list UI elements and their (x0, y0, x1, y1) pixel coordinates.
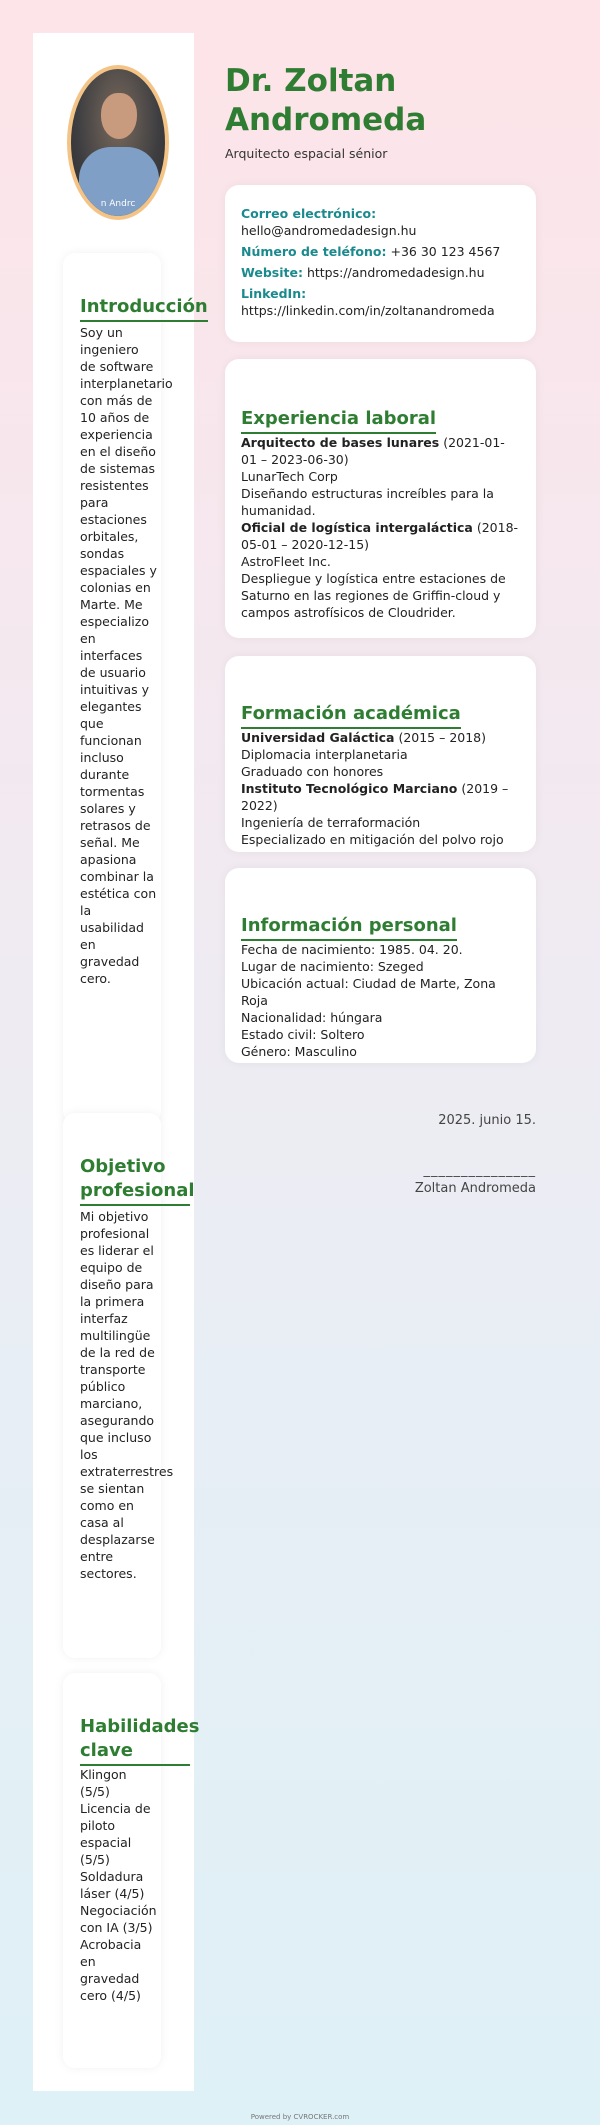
website-label: Website: (241, 265, 303, 280)
personal-line: Nacionalidad: húngara (241, 1010, 383, 1025)
intro-text: Soy un ingeniero de software interplanetario con más de 10 años de experiencia en el diseño de sistemas resistentes para estaciones orbitales, sondas espaciales y colonias en Marte. Me especializo en interfaces de usuario intuitivas y elegantes que funcionan incluso durante tormentas solares y retrasos de señal. Me apasiona combinar la estética con la usabilidad en gravedad cero. (80, 325, 173, 986)
personal-heading: Información personal (241, 914, 457, 941)
objective-card (63, 1113, 195, 1658)
skill-item: Licencia de piloto espacial (5/5) (80, 1801, 151, 1867)
profile-name: Dr. Zoltan Andromeda (225, 63, 427, 138)
school-detail: Graduado con honores (241, 764, 384, 779)
email-label: Correo electrónico: (241, 206, 377, 221)
school-detail: Ingeniería de terraformación (241, 815, 421, 830)
job-company: AstroFleet Inc. (241, 554, 331, 569)
school-detail: Diplomacia interplanetaria (241, 747, 408, 762)
photo-caption: n Andrc (100, 199, 136, 209)
personal-line: Ubicación actual: Ciudad de Marte, Zona Roja (241, 976, 496, 1008)
school-detail: Especializado en mitigación del polvo rojo (241, 832, 504, 847)
personal-card (225, 868, 536, 1063)
signature-name: Zoltan Andromeda (414, 1181, 536, 1196)
photo-head (101, 93, 137, 139)
sidebar (33, 33, 208, 2091)
phone-value[interactable]: +36 30 123 4567 (390, 244, 501, 259)
personal-line: Lugar de nacimiento: Szeged (241, 959, 424, 974)
job-title-line: Arquitecto de bases lunares (2021-01-01 – 2023-06-30) (241, 435, 505, 467)
education-heading: Formación académica (241, 702, 461, 729)
objective-text: Mi objetivo profesional es liderar el equipo de diseño para la primera interfaz multilingüe de la red de transporte público marciano, asegurando que incluso los extraterrestres se sientan como en casa al desplazarse entre sectores. (80, 1209, 174, 1581)
job-title-line: Oficial de logística intergaláctica (2018-05-01 – 2020-12-15) (241, 520, 519, 552)
linkedin-label: LinkedIn: (241, 286, 307, 301)
personal-line: Estado civil: Soltero (241, 1027, 365, 1042)
experience-heading: Experiencia laboral (241, 407, 436, 434)
skill-item: Negociación con IA (3/5) (80, 1903, 157, 1935)
experience-card (225, 359, 536, 638)
job-description: Despliegue y logística entre estaciones de Saturno en las regiones de Griffin-cloud y campos astrofísicos de Cloudrider. (241, 571, 506, 620)
website-link[interactable]: https://andromedadesign.hu (306, 265, 485, 280)
phone-label: Número de teléfono: (241, 244, 387, 259)
profile-title: Arquitecto espacial sénior (225, 146, 388, 161)
skill-item: Klingon (5/5) (80, 1767, 127, 1799)
signature-line: _______________ (423, 1163, 536, 1178)
contact-card (225, 185, 536, 342)
job-company: LunarTech Corp (241, 469, 338, 484)
objective-heading: Objetivo profesional (80, 1155, 190, 1206)
skills-heading: Habilidades clave (80, 1715, 190, 1766)
footer-credit[interactable]: Powered by CVROCKER.com (250, 2113, 350, 2121)
photo-shirt (79, 147, 159, 220)
education-card (225, 656, 536, 852)
job-description: Diseñando estructuras increíbles para la humanidad. (241, 486, 494, 518)
signature-date: 2025. junio 15. (438, 1113, 536, 1128)
intro-card (63, 253, 208, 1123)
profile-photo (67, 65, 169, 220)
skill-item: Acrobacia en gravedad cero (4/5) (80, 1937, 142, 2003)
email-link[interactable]: hello@andromedadesign.hu (241, 223, 417, 238)
school-line: Universidad Galáctica (2015 – 2018) (241, 730, 487, 745)
skill-item: Soldadura láser (4/5) (80, 1869, 145, 1901)
personal-line: Fecha de nacimiento: 1985. 04. 20. (241, 942, 463, 957)
skills-card (63, 1673, 200, 2068)
intro-heading: Introducción (80, 295, 208, 322)
personal-line: Género: Masculino (241, 1044, 357, 1059)
school-line: Instituto Tecnológico Marciano (2019 – 2022) (241, 781, 509, 813)
linkedin-link[interactable]: https://linkedin.com/in/zoltanandromeda (241, 303, 495, 318)
